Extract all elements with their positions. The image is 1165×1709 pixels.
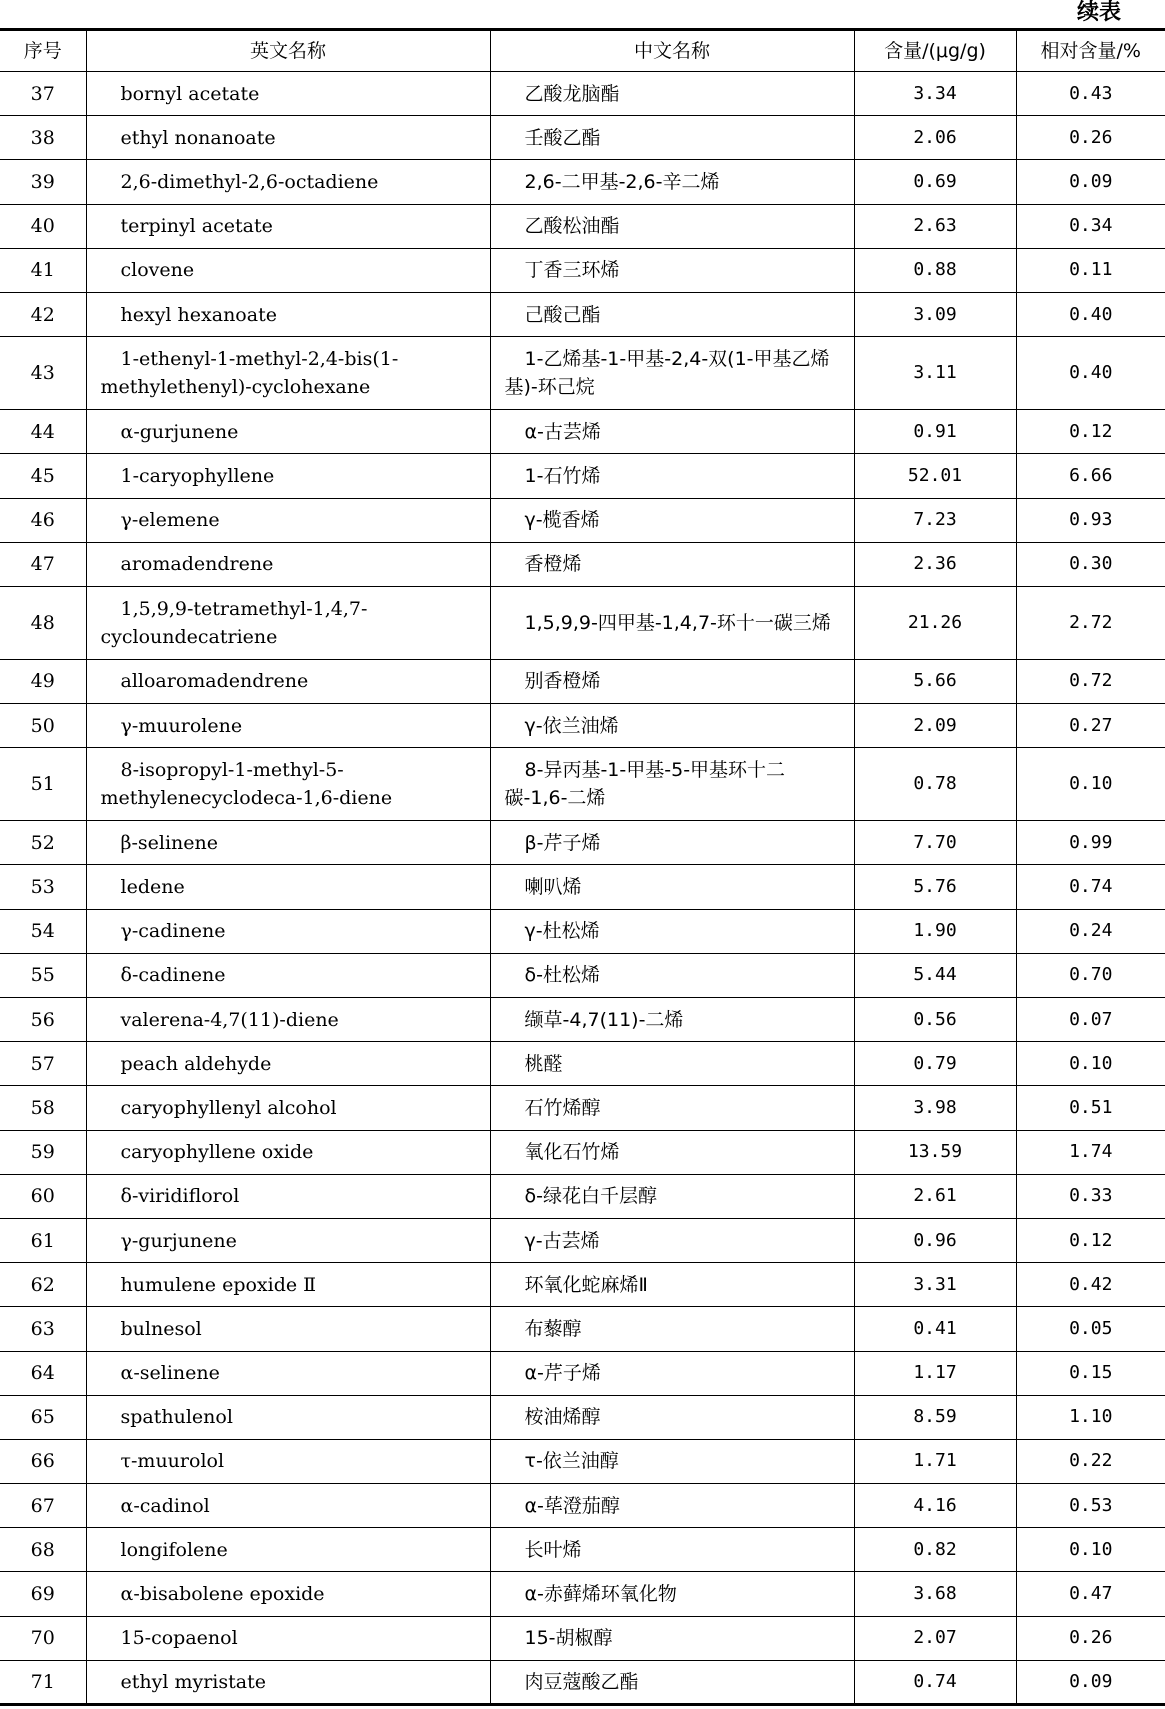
cell-english-name: ethyl nonanoate — [86, 116, 490, 160]
cell-relative-content: 0.26 — [1016, 116, 1165, 160]
cell-english-name: humulene epoxide Ⅱ — [86, 1263, 490, 1307]
cell-english-name: 1-caryophyllene — [86, 454, 490, 498]
cell-content: 3.98 — [854, 1086, 1016, 1130]
cell-content: 0.74 — [854, 1660, 1016, 1704]
cell-relative-content: 0.33 — [1016, 1174, 1165, 1218]
cell-chinese-name: 环氧化蛇麻烯Ⅱ — [490, 1263, 854, 1307]
cell-content: 0.79 — [854, 1042, 1016, 1086]
cell-english-name: ethyl myristate — [86, 1660, 490, 1704]
cell-chinese-name: τ-依兰油醇 — [490, 1439, 854, 1483]
table-row — [0, 204, 1165, 248]
cell-chinese-name: 香橙烯 — [490, 542, 854, 586]
cell-content: 0.56 — [854, 998, 1016, 1042]
cell-chinese-name: 1,5,9,9-四甲基-1,4,7-环十一碳三烯 — [490, 586, 854, 659]
cell-serial-number: 52 — [0, 821, 86, 865]
cell-content: 3.68 — [854, 1572, 1016, 1616]
cell-english-name: peach aldehyde — [86, 1042, 490, 1086]
cell-relative-content: 0.30 — [1016, 542, 1165, 586]
cell-relative-content: 0.53 — [1016, 1484, 1165, 1528]
cell-serial-number: 55 — [0, 953, 86, 997]
cell-content: 3.11 — [854, 337, 1016, 410]
cell-english-name: α-cadinol — [86, 1484, 490, 1528]
table-row — [0, 1572, 1165, 1616]
cell-chinese-name: 己酸己酯 — [490, 292, 854, 336]
cell-english-name: 2,6-dimethyl-2,6-octadiene — [86, 160, 490, 204]
cell-content: 1.17 — [854, 1351, 1016, 1395]
cell-serial-number: 49 — [0, 659, 86, 703]
table-row — [0, 72, 1165, 116]
cell-chinese-name: 丁香三环烯 — [490, 248, 854, 292]
table-row — [0, 542, 1165, 586]
cell-chinese-name: 2,6-二甲基-2,6-辛二烯 — [490, 160, 854, 204]
cell-content: 0.41 — [854, 1307, 1016, 1351]
cell-content: 5.76 — [854, 865, 1016, 909]
cell-relative-content: 0.12 — [1016, 410, 1165, 454]
cell-serial-number: 62 — [0, 1263, 86, 1307]
cell-english-name: aromadendrene — [86, 542, 490, 586]
cell-serial-number: 60 — [0, 1174, 86, 1218]
cell-relative-content: 2.72 — [1016, 586, 1165, 659]
cell-english-name: γ-cadinene — [86, 909, 490, 953]
cell-english-name: γ-gurjunene — [86, 1218, 490, 1262]
cell-relative-content: 0.09 — [1016, 1660, 1165, 1704]
cell-content: 7.23 — [854, 498, 1016, 542]
cell-english-name: bulnesol — [86, 1307, 490, 1351]
cell-content: 0.91 — [854, 410, 1016, 454]
cell-content: 5.44 — [854, 953, 1016, 997]
cell-chinese-name: 壬酸乙酯 — [490, 116, 854, 160]
cell-chinese-name: 氧化石竹烯 — [490, 1130, 854, 1174]
table-row — [0, 410, 1165, 454]
cell-chinese-name: 长叶烯 — [490, 1528, 854, 1572]
cell-relative-content: 0.72 — [1016, 659, 1165, 703]
cell-chinese-name: 乙酸龙脑酯 — [490, 72, 854, 116]
cell-relative-content: 0.93 — [1016, 498, 1165, 542]
cell-serial-number: 48 — [0, 586, 86, 659]
table-row — [0, 998, 1165, 1042]
cell-relative-content: 0.26 — [1016, 1616, 1165, 1660]
cell-content: 0.78 — [854, 748, 1016, 821]
cell-serial-number: 61 — [0, 1218, 86, 1262]
cell-content: 1.71 — [854, 1439, 1016, 1483]
cell-relative-content: 0.07 — [1016, 998, 1165, 1042]
table-row — [0, 1528, 1165, 1572]
cell-chinese-name: δ-绿花白千层醇 — [490, 1174, 854, 1218]
table-row — [0, 821, 1165, 865]
table-continuation-caption: 续表 — [1076, 0, 1121, 25]
cell-english-name: 1-ethenyl-1-methyl-2,4-bis(1-methylethenyl)-cyclohexane — [86, 337, 490, 410]
cell-relative-content: 0.05 — [1016, 1307, 1165, 1351]
cell-chinese-name: 乙酸松油酯 — [490, 204, 854, 248]
table-row — [0, 454, 1165, 498]
cell-chinese-name: 桉油烯醇 — [490, 1395, 854, 1439]
cell-relative-content: 0.11 — [1016, 248, 1165, 292]
table-row — [0, 865, 1165, 909]
cell-relative-content: 0.27 — [1016, 704, 1165, 748]
header-serial-number: 序号 — [0, 30, 86, 72]
cell-relative-content: 0.34 — [1016, 204, 1165, 248]
cell-serial-number: 71 — [0, 1660, 86, 1704]
cell-chinese-name: α-古芸烯 — [490, 410, 854, 454]
cell-relative-content: 0.22 — [1016, 1439, 1165, 1483]
table-row — [0, 160, 1165, 204]
cell-relative-content: 0.12 — [1016, 1218, 1165, 1262]
cell-chinese-name: 桃醛 — [490, 1042, 854, 1086]
cell-content: 21.26 — [854, 586, 1016, 659]
header-english-name: 英文名称 — [86, 30, 490, 72]
cell-chinese-name: β-芹子烯 — [490, 821, 854, 865]
cell-content: 52.01 — [854, 454, 1016, 498]
cell-content: 0.88 — [854, 248, 1016, 292]
cell-serial-number: 57 — [0, 1042, 86, 1086]
table-row — [0, 116, 1165, 160]
cell-serial-number: 47 — [0, 542, 86, 586]
table-row — [0, 704, 1165, 748]
cell-chinese-name: 8-异丙基-1-甲基-5-甲基环十二碳-1,6-二烯 — [490, 748, 854, 821]
cell-english-name: alloaromadendrene — [86, 659, 490, 703]
cell-serial-number: 58 — [0, 1086, 86, 1130]
cell-english-name: 1,5,9,9-tetramethyl-1,4,7-cycloundecatriene — [86, 586, 490, 659]
cell-serial-number: 69 — [0, 1572, 86, 1616]
cell-english-name: δ-cadinene — [86, 953, 490, 997]
table-row — [0, 1130, 1165, 1174]
cell-serial-number: 45 — [0, 454, 86, 498]
cell-serial-number: 65 — [0, 1395, 86, 1439]
cell-chinese-name: γ-杜松烯 — [490, 909, 854, 953]
cell-english-name: α-bisabolene epoxide — [86, 1572, 490, 1616]
table-row — [0, 1263, 1165, 1307]
table-row — [0, 498, 1165, 542]
cell-serial-number: 41 — [0, 248, 86, 292]
cell-relative-content: 0.47 — [1016, 1572, 1165, 1616]
cell-chinese-name: 肉豆蔻酸乙酯 — [490, 1660, 854, 1704]
cell-relative-content: 0.99 — [1016, 821, 1165, 865]
cell-content: 5.66 — [854, 659, 1016, 703]
table-row — [0, 1395, 1165, 1439]
cell-english-name: γ-elemene — [86, 498, 490, 542]
cell-serial-number: 50 — [0, 704, 86, 748]
cell-chinese-name: α-赤藓烯环氧化物 — [490, 1572, 854, 1616]
cell-serial-number: 66 — [0, 1439, 86, 1483]
header-chinese-name: 中文名称 — [490, 30, 854, 72]
cell-relative-content: 0.10 — [1016, 1042, 1165, 1086]
cell-relative-content: 0.09 — [1016, 160, 1165, 204]
cell-content: 13.59 — [854, 1130, 1016, 1174]
cell-english-name: spathulenol — [86, 1395, 490, 1439]
cell-serial-number: 38 — [0, 116, 86, 160]
cell-content: 2.07 — [854, 1616, 1016, 1660]
cell-english-name: bornyl acetate — [86, 72, 490, 116]
cell-english-name: 15-copaenol — [86, 1616, 490, 1660]
cell-relative-content: 0.74 — [1016, 865, 1165, 909]
cell-serial-number: 64 — [0, 1351, 86, 1395]
cell-chinese-name: α-荜澄茄醇 — [490, 1484, 854, 1528]
cell-relative-content: 1.10 — [1016, 1395, 1165, 1439]
cell-content: 3.34 — [854, 72, 1016, 116]
table-row — [0, 1218, 1165, 1262]
cell-chinese-name: γ-榄香烯 — [490, 498, 854, 542]
cell-relative-content: 0.40 — [1016, 337, 1165, 410]
cell-relative-content: 0.51 — [1016, 1086, 1165, 1130]
table-row — [0, 1660, 1165, 1704]
cell-serial-number: 42 — [0, 292, 86, 336]
cell-chinese-name: 别香橙烯 — [490, 659, 854, 703]
table-row — [0, 1484, 1165, 1528]
cell-content: 4.16 — [854, 1484, 1016, 1528]
cell-content: 2.09 — [854, 704, 1016, 748]
cell-relative-content: 0.43 — [1016, 72, 1165, 116]
table-row — [0, 1439, 1165, 1483]
cell-content: 2.63 — [854, 204, 1016, 248]
cell-chinese-name: γ-古芸烯 — [490, 1218, 854, 1262]
table-row — [0, 953, 1165, 997]
cell-serial-number: 63 — [0, 1307, 86, 1351]
cell-content: 7.70 — [854, 821, 1016, 865]
cell-relative-content: 0.42 — [1016, 1263, 1165, 1307]
cell-content: 1.90 — [854, 909, 1016, 953]
cell-serial-number: 53 — [0, 865, 86, 909]
table-row — [0, 1307, 1165, 1351]
cell-english-name: α-gurjunene — [86, 410, 490, 454]
cell-serial-number: 59 — [0, 1130, 86, 1174]
cell-chinese-name: 缬草-4,7(11)-二烯 — [490, 998, 854, 1042]
cell-serial-number: 67 — [0, 1484, 86, 1528]
table-row — [0, 659, 1165, 703]
cell-content: 3.31 — [854, 1263, 1016, 1307]
cell-serial-number: 37 — [0, 72, 86, 116]
cell-content: 0.82 — [854, 1528, 1016, 1572]
cell-content: 0.96 — [854, 1218, 1016, 1262]
cell-content: 8.59 — [854, 1395, 1016, 1439]
cell-relative-content: 0.24 — [1016, 909, 1165, 953]
cell-relative-content: 1.74 — [1016, 1130, 1165, 1174]
table-row — [0, 337, 1165, 410]
cell-chinese-name: α-芹子烯 — [490, 1351, 854, 1395]
header-relative-content: 相对含量/% — [1016, 30, 1165, 72]
cell-chinese-name: 15-胡椒醇 — [490, 1616, 854, 1660]
cell-serial-number: 43 — [0, 337, 86, 410]
table-header-row — [0, 30, 1165, 72]
cell-chinese-name: 布藜醇 — [490, 1307, 854, 1351]
table-row — [0, 1042, 1165, 1086]
cell-english-name: longifolene — [86, 1528, 490, 1572]
cell-serial-number: 40 — [0, 204, 86, 248]
table-row — [0, 1174, 1165, 1218]
cell-serial-number: 46 — [0, 498, 86, 542]
cell-content: 2.36 — [854, 542, 1016, 586]
cell-relative-content: 0.10 — [1016, 748, 1165, 821]
cell-english-name: valerena-4,7(11)-diene — [86, 998, 490, 1042]
cell-serial-number: 39 — [0, 160, 86, 204]
cell-english-name: τ-muurolol — [86, 1439, 490, 1483]
cell-relative-content: 0.40 — [1016, 292, 1165, 336]
cell-serial-number: 44 — [0, 410, 86, 454]
cell-english-name: α-selinene — [86, 1351, 490, 1395]
table-row — [0, 292, 1165, 336]
cell-relative-content: 0.10 — [1016, 1528, 1165, 1572]
cell-english-name: β-selinene — [86, 821, 490, 865]
cell-content: 2.61 — [854, 1174, 1016, 1218]
cell-english-name: γ-muurolene — [86, 704, 490, 748]
cell-serial-number: 56 — [0, 998, 86, 1042]
cell-english-name: caryophyllene oxide — [86, 1130, 490, 1174]
cell-chinese-name: 喇叭烯 — [490, 865, 854, 909]
cell-chinese-name: 1-乙烯基-1-甲基-2,4-双(1-甲基乙烯基)-环己烷 — [490, 337, 854, 410]
table-row — [0, 1616, 1165, 1660]
table-row — [0, 1086, 1165, 1130]
compound-table — [0, 28, 1165, 1706]
table-row — [0, 909, 1165, 953]
cell-content: 2.06 — [854, 116, 1016, 160]
cell-english-name: terpinyl acetate — [86, 204, 490, 248]
table-row — [0, 1351, 1165, 1395]
cell-relative-content: 0.15 — [1016, 1351, 1165, 1395]
cell-content: 0.69 — [854, 160, 1016, 204]
table-row — [0, 248, 1165, 292]
cell-english-name: ledene — [86, 865, 490, 909]
cell-serial-number: 70 — [0, 1616, 86, 1660]
cell-serial-number: 68 — [0, 1528, 86, 1572]
cell-english-name: hexyl hexanoate — [86, 292, 490, 336]
cell-chinese-name: δ-杜松烯 — [490, 953, 854, 997]
cell-english-name: 8-isopropyl-1-methyl-5-methylenecyclodeca-1,6-diene — [86, 748, 490, 821]
cell-english-name: δ-viridiflorol — [86, 1174, 490, 1218]
cell-chinese-name: 石竹烯醇 — [490, 1086, 854, 1130]
cell-english-name: caryophyllenyl alcohol — [86, 1086, 490, 1130]
cell-chinese-name: γ-依兰油烯 — [490, 704, 854, 748]
cell-chinese-name: 1-石竹烯 — [490, 454, 854, 498]
cell-english-name: clovene — [86, 248, 490, 292]
table-row — [0, 748, 1165, 821]
cell-content: 3.09 — [854, 292, 1016, 336]
cell-relative-content: 6.66 — [1016, 454, 1165, 498]
table-row — [0, 586, 1165, 659]
cell-relative-content: 0.70 — [1016, 953, 1165, 997]
cell-serial-number: 51 — [0, 748, 86, 821]
header-content: 含量/(μg/g) — [854, 30, 1016, 72]
cell-serial-number: 54 — [0, 909, 86, 953]
